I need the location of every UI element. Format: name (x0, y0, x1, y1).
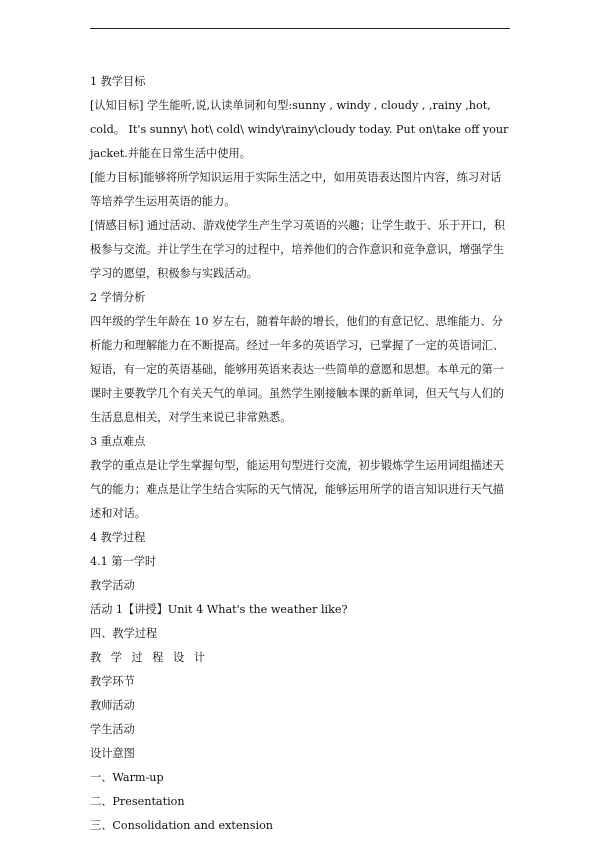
student-analysis-paragraph: 四年级的学生年龄在 10 岁左右，随着年龄的增长，他们的有意记忆、思维能力、分析能力和理解能力在不断提高。经过一年多的英语学习，已掌握了一定的英语词汇、短语，有一定的英语基础，能够用英语来表达一些简单的意愿和思想。本单元的第一课时主要教学几个有关天气的单词。虽然学生刚接触本课的新单词，但天气与人们的生活息息相关，对学生来说已非常熟悉。 (90, 315, 504, 424)
emotional-goal-paragraph: [情感目标] 通过活动、游戏使学生产生学习英语的兴趣；让学生敢于、乐于开口，积极参与交流。并让学生在学习的过程中，培养他们的合作意识和竞争意识，增强学生学习的愿望，积极参与实践活动。 (90, 219, 506, 280)
subsection-4-1: 4.1 第一学时 (90, 555, 157, 568)
column-design-intent: 设计意图 (90, 747, 135, 760)
process-heading: 四、教学过程 (90, 627, 158, 640)
design-heading: 教 学 过 程 设 计 (90, 651, 208, 664)
section-3-heading: 3 重点难点 (90, 435, 146, 448)
section-4-heading: 4 教学过程 (90, 531, 146, 544)
section-1-heading: 1 教学目标 (90, 75, 146, 88)
column-teaching-stage: 教学环节 (90, 675, 135, 688)
key-points-paragraph: 教学的重点是让学生掌握句型，能运用句型进行交流，初步锻炼学生运用词组描述天气的能力；难点是让学生结合实际的天气情况，能够运用所学的语言知识进行天气描述和对话。 (90, 459, 504, 520)
activity-1-line: 活动 1【讲授】Unit 4 What's the weather like? (90, 603, 348, 616)
column-student-activity: 学生活动 (90, 723, 135, 736)
column-teacher-activity: 教师活动 (90, 699, 135, 712)
header-rule (90, 28, 510, 29)
section-2-heading: 2 学情分析 (90, 291, 146, 304)
step-warm-up: 一、Warm-up (90, 771, 164, 784)
document-body (90, 70, 512, 838)
ability-goal-paragraph: [能力目标]能够将所学知识运用于实际生活之中，如用英语表达图片内容，练习对话等培养学生运用英语的能力。 (90, 171, 502, 208)
step-presentation: 二、Presentation (90, 795, 185, 808)
activity-title: 教学活动 (90, 579, 135, 592)
step-consolidation: 三、Consolidation and extension (90, 819, 274, 832)
cognitive-goal-paragraph: [认知目标] 学生能听,说,认读单词和句型:sunny , windy , cloudy , ,rainy ,hot, cold。 It's sunny\ hot\ cold\ windy\rainy\cloudy today. Put on\take off your jacket.并能在日常生活中使用。 (90, 99, 509, 160)
